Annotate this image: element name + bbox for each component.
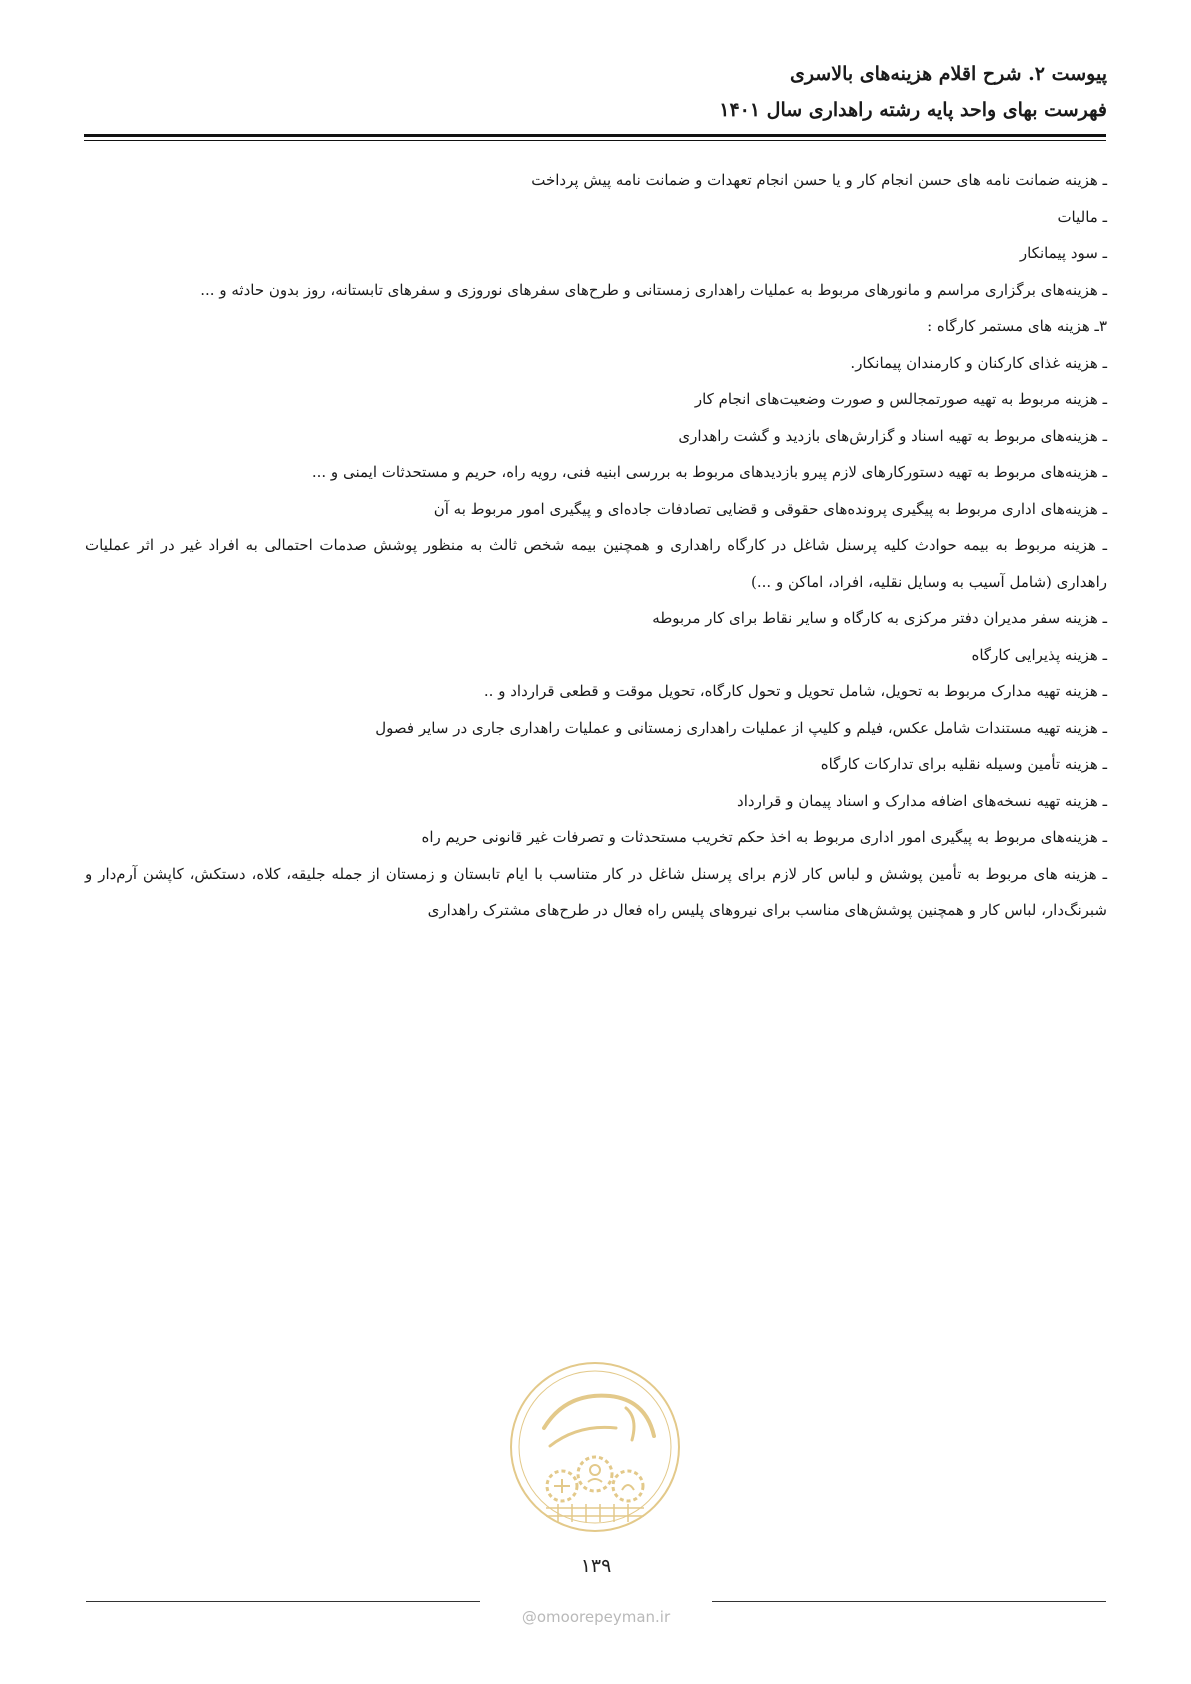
- list-item: ـ هزینه‌های مربوط به پیگیری امور اداری مربوط به اخذ حکم تخریب مستحدثات و تصرفات غیر قانونی حریم راه: [421, 828, 1107, 846]
- footer-rule-right: [712, 1601, 1106, 1602]
- list-item: ـ هزینه های مربوط به تأمین پوشش و لباس کار لازم برای پرسنل شاغل در کار متناسب با ایام تابستان و زمستان از جمله جلیقه، کلاه، دستکش، کاپشن آرم‌دار و شبرنگ‌دار، لباس کار و همچنین پوشش‌های مناسب برای نیروهای پلیس راه فعال در طرح‌های مشترک راهداری: [85, 864, 1107, 919]
- list-item: ـ هزینه‌های مربوط به تهیه اسناد و گزارش‌های بازدید و گشت راهداری: [678, 426, 1107, 445]
- footer-rule-left: [86, 1601, 480, 1602]
- list-item: ـ هزینه مربوط به تهیه صورتمجالس و صورت وضعیت‌های انجام کار: [694, 390, 1107, 408]
- footer-url: @omoorepeyman.ir: [521, 1608, 671, 1626]
- list-item: ـ هزینه‌های برگزاری مراسم و مانورهای مربوط به عملیات راهداری زمستانی و طرح‌های سفرهای نوروزی و سفرهای تابستانه، روز بدون حادثه و ...: [200, 280, 1107, 299]
- list-item: ـ هزینه تأمین وسیله نقلیه برای تدارکات کارگاه: [820, 755, 1107, 773]
- list-item: ـ هزینه ضمانت نامه های حسن انجام کار و یا حسن انجام تعهدات و ضمانت نامه پیش پرداخت: [531, 171, 1107, 189]
- appendix-title: پیوست ۲. شرح اقلام هزینه‌های بالاسری: [789, 63, 1107, 85]
- list-item: ـ هزینه مربوط به بیمه حوادث کلیه پرسنل شاغل در کارگاه راهداری و همچنین بیمه شخص ثالث به منظور پوشش صدمات احتمالی به افراد غیر در اثر عملیات راهداری (شامل آسیب به وسایل نقلیه، افراد، اماکن و ...): [85, 536, 1107, 591]
- section-heading: ۳ـ هزینه های مستمر کارگاه :: [927, 317, 1107, 335]
- list-item: ـ هزینه غذای کارکنان و کارمندان پیمانکار.: [850, 353, 1107, 372]
- list-item: ـ هزینه‌های مربوط به تهیه دستورکارهای لازم پیرو بازدیدهای مربوط به بررسی ابنیه فنی، رویه راه، حریم و مستحدثات ایمنی و ...: [311, 463, 1107, 481]
- list-item: ـ سود پیمانکار: [1019, 244, 1107, 262]
- watermark-seal-icon: [506, 1358, 684, 1536]
- page-number: ۱۳۹: [580, 1555, 612, 1577]
- list-item: ـ هزینه تهیه مستندات شامل عکس، فیلم و کلیپ از عملیات راهداری زمستانی و عملیات راهداری جاری در سایر فصول: [375, 718, 1107, 737]
- list-item: ـ هزینه تهیه مدارک مربوط به تحویل، شامل تحویل و تحول کارگاه، تحویل موقت و قطعی قرارداد و ..: [483, 682, 1107, 700]
- list-item: ـ هزینه تهیه نسخه‌های اضافه مدارک و اسناد پیمان و قرارداد: [737, 791, 1107, 810]
- list-item: ـ هزینه سفر مدیران دفتر مرکزی به کارگاه و سایر نقاط برای کار مربوطه: [652, 609, 1107, 627]
- header-rule-thick: [84, 134, 1106, 137]
- list-item: ـ مالیات: [1057, 207, 1107, 226]
- price-list-title: فهرست بهای واحد پایه رشته راهداری سال ۱۴۰۱: [719, 99, 1107, 121]
- header-rule-thin: [84, 140, 1106, 141]
- body-text: [85, 162, 1107, 929]
- list-item: ـ هزینه‌های اداری مربوط به پیگیری پرونده‌های حقوقی و قضایی تصادفات جاده‌ای و پیگیری امور مربوط به آن: [433, 499, 1107, 518]
- list-item: ـ هزینه پذیرایی کارگاه: [971, 645, 1107, 664]
- page-header: [85, 56, 1107, 128]
